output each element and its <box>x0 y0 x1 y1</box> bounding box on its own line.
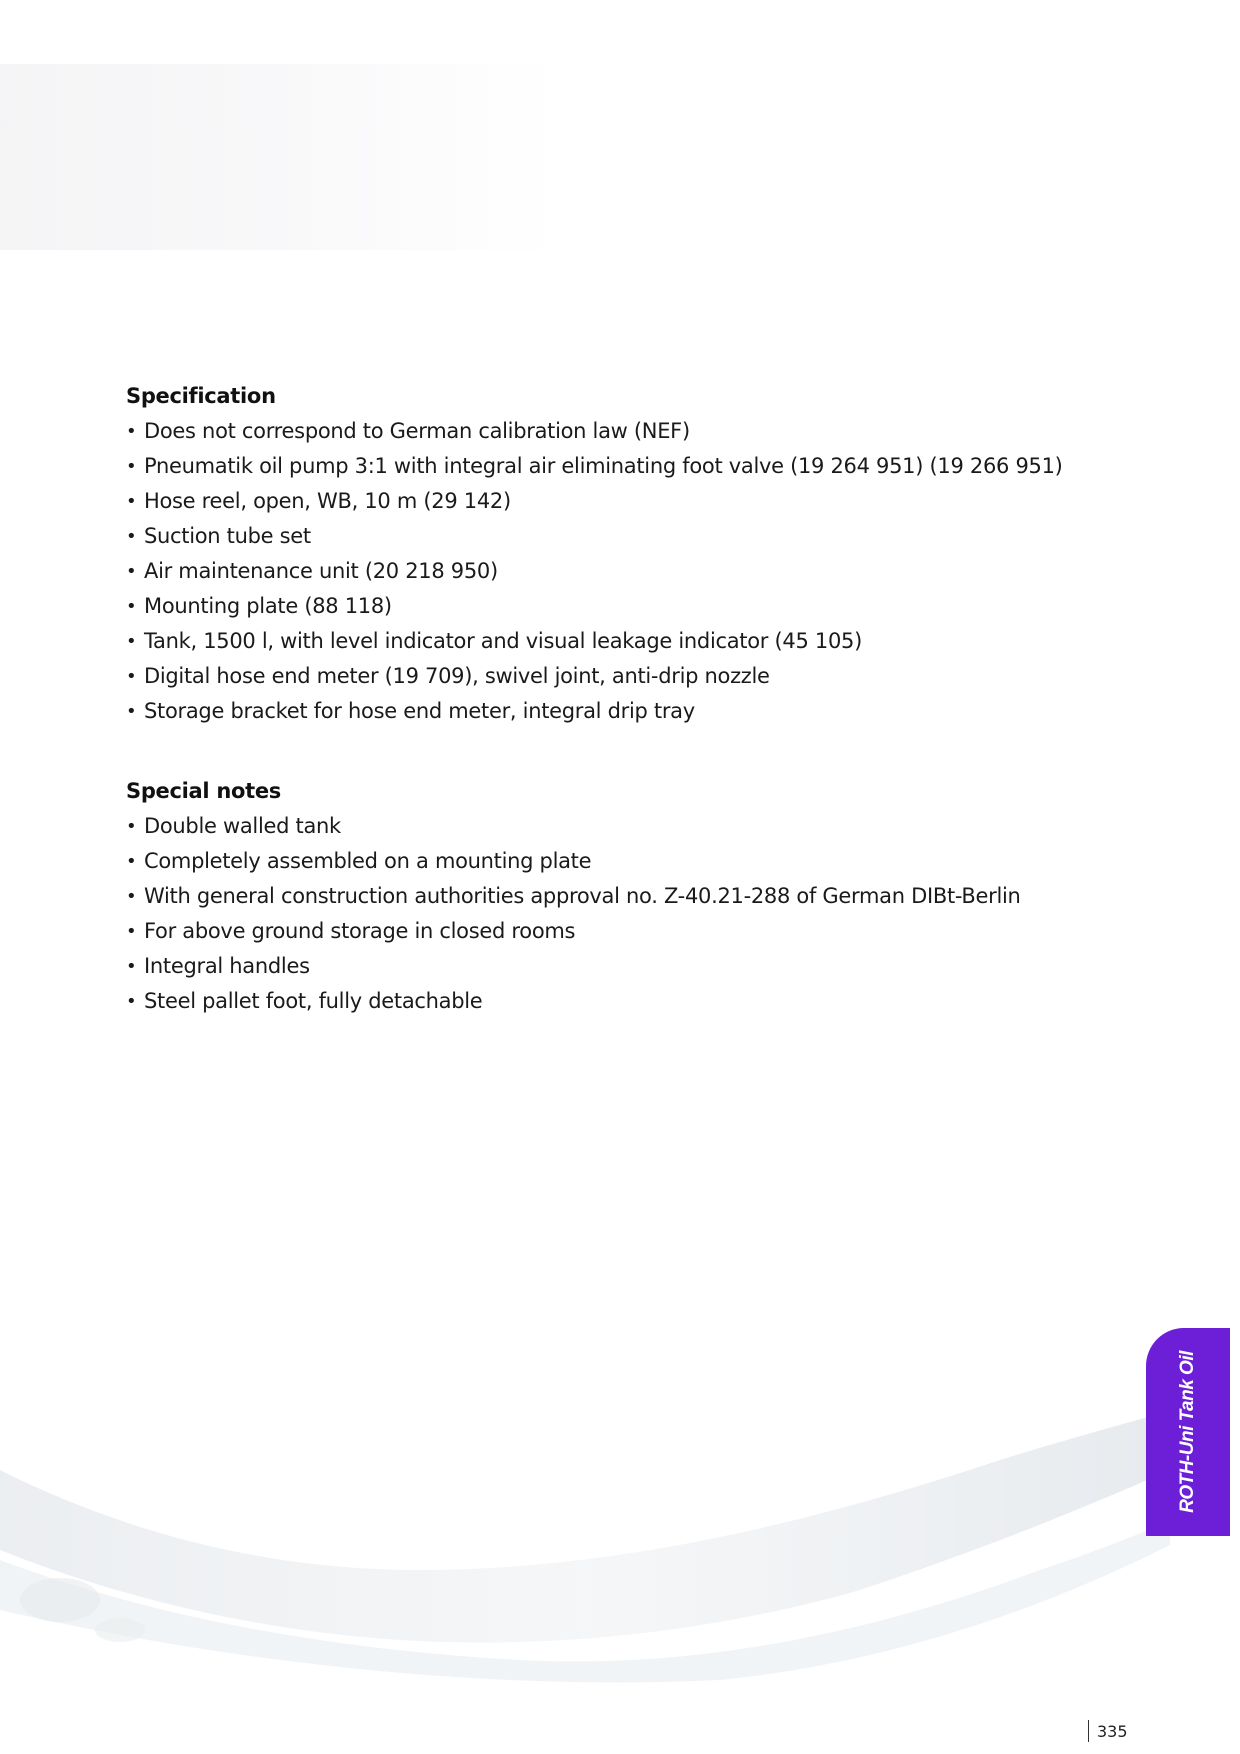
top-decorative-shade <box>0 64 560 250</box>
main-content <box>126 384 1086 1019</box>
side-tab-label: ROTH-Uni Tank Oil <box>1177 1351 1198 1513</box>
list-item: • Integral handles <box>126 949 1086 984</box>
list-item: • Steel pallet foot, fully detachable <box>126 984 1086 1019</box>
list-item: • Digital hose end meter (19 709), swivel joint, anti-drip nozzle <box>126 659 1086 694</box>
page-footer <box>1088 1720 1128 1742</box>
specification-list <box>126 414 1086 729</box>
list-item: • Mounting plate (88 118) <box>126 589 1086 624</box>
list-item: • Storage bracket for hose end meter, integral drip tray <box>126 694 1086 729</box>
water-splash-background <box>0 1270 1240 1690</box>
list-item: • Suction tube set <box>126 519 1086 554</box>
list-item: • With general construction authorities approval no. Z-40.21-288 of German DIBt-Berlin <box>126 879 1086 914</box>
section-side-tab <box>1146 1328 1230 1536</box>
list-item: • Does not correspond to German calibration law (NEF) <box>126 414 1086 449</box>
list-item: • Tank, 1500 l, with level indicator and visual leakage indicator (45 105) <box>126 624 1086 659</box>
page-number: 335 <box>1097 1721 1128 1741</box>
special-notes-heading: Special notes <box>126 779 281 803</box>
list-item: • Double walled tank <box>126 809 1086 844</box>
list-item: • Completely assembled on a mounting plate <box>126 844 1086 879</box>
specification-heading: Specification <box>126 384 276 408</box>
page-number-divider <box>1088 1720 1089 1742</box>
list-item: • Pneumatik oil pump 3:1 with integral air eliminating foot valve (19 264 951) (19 266 951) <box>126 449 1086 484</box>
special-notes-list <box>126 809 1086 1019</box>
list-item: • Air maintenance unit (20 218 950) <box>126 554 1086 589</box>
list-item: • Hose reel, open, WB, 10 m (29 142) <box>126 484 1086 519</box>
list-item: • For above ground storage in closed rooms <box>126 914 1086 949</box>
